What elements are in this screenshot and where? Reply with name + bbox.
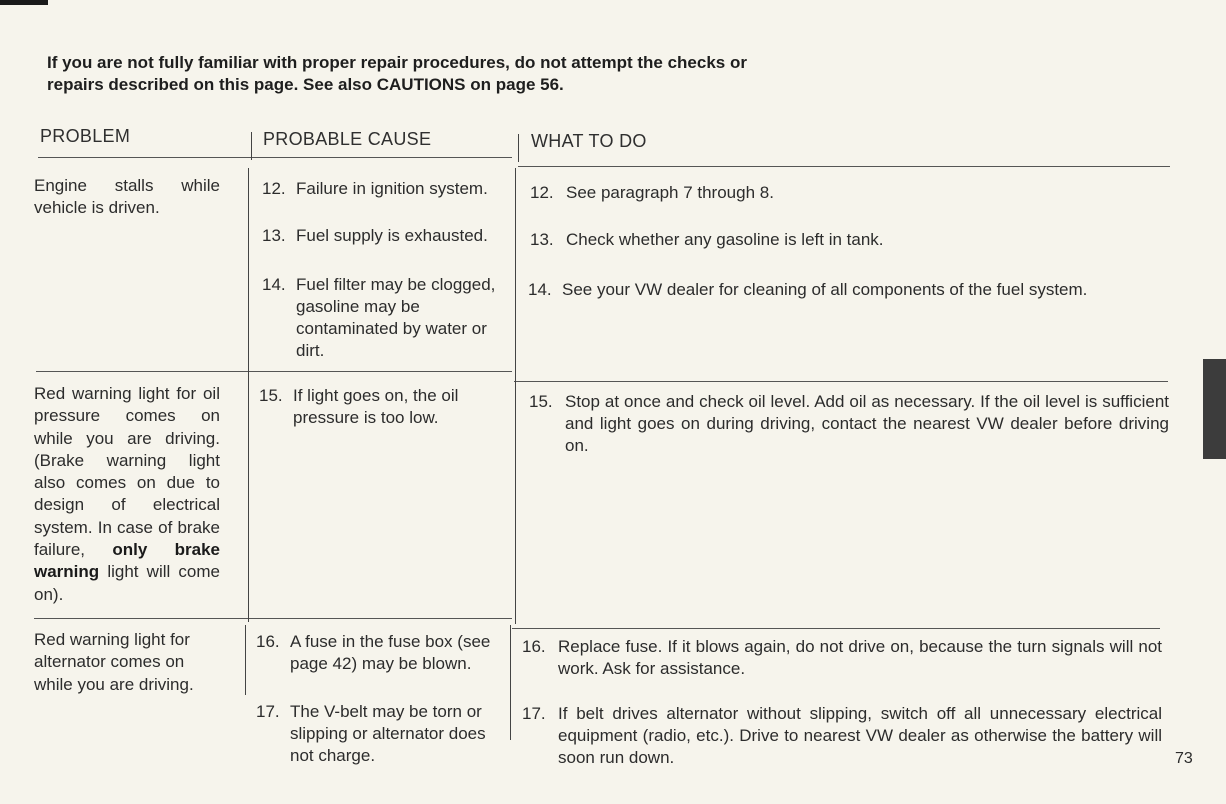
cause-text: Fuel supply is exhausted. [296, 226, 488, 245]
header-rule-right [518, 166, 1170, 167]
cause-number: 17. [256, 702, 280, 721]
action-item-16 [522, 636, 1162, 680]
cause-item-15 [259, 385, 499, 429]
caution-notice: If you are not fully familiar with proper repair procedures, do not attempt the checks or repairs described on this page. See also CAUTIONS on page 56. [47, 53, 747, 94]
cause-text: Fuel filter may be clogged, gasoline may be contaminated by water or dirt. [296, 275, 496, 360]
cause-number: 16. [256, 632, 280, 651]
cause-text: The V-belt may be torn or slipping or alternator does not charge. [290, 702, 486, 765]
action-number: 16. [522, 637, 546, 656]
row-divider-1-left [36, 371, 512, 372]
problem-alternator-light: Red warning light for alternator comes on while you are driving. [34, 630, 194, 694]
cause-item-13 [262, 225, 500, 247]
action-text: Stop at once and check oil level. Add oil as necessary. If the oil level is sufficient and light goes on during driving, contact the nearest VW dealer before driving on. [565, 392, 1169, 455]
problem-tail-text: light will come on). [34, 562, 220, 604]
cause-item-12 [262, 178, 500, 200]
row-divider-2-right [512, 628, 1160, 629]
problem-text: Red warning light for oil pressure comes on while you are driving. (Brake warning light also comes on due to design of electrical system. In case of brake failure, [34, 384, 220, 560]
cause-number: 15. [259, 386, 283, 405]
action-number: 12. [530, 183, 554, 202]
action-item-15 [529, 391, 1169, 457]
cause-item-17 [256, 701, 500, 767]
action-number: 15. [529, 392, 553, 411]
problem-oil-pressure-light [34, 383, 220, 606]
cause-item-14 [262, 274, 500, 362]
column-header-problem: PROBLEM [40, 126, 131, 146]
action-number: 14. [528, 280, 552, 299]
action-text: See your VW dealer for cleaning of all components of the fuel system. [562, 280, 1088, 299]
page-tab-marker [1203, 359, 1226, 459]
header-divider-2 [518, 134, 519, 162]
action-item-14 [528, 279, 1173, 301]
row-divider-1-right [514, 381, 1168, 382]
action-item-17 [522, 703, 1162, 769]
column-divider-1-lower [245, 625, 246, 695]
cause-text: A fuse in the fuse box (see page 42) may be blown. [290, 632, 491, 673]
action-number: 13. [530, 230, 554, 249]
column-divider-2-lower [510, 625, 511, 740]
cause-number: 12. [262, 179, 286, 198]
cause-number: 13. [262, 226, 286, 245]
action-text: Check whether any gasoline is left in tank. [566, 230, 884, 249]
cause-text: Failure in ignition system. [296, 179, 488, 198]
action-text: See paragraph 7 through 8. [566, 183, 774, 202]
cause-number: 14. [262, 275, 286, 294]
problem-bold-text: only brake warning [34, 540, 220, 582]
action-text: If belt drives alternator without slipping, switch off all unnecessary electrical equipment (radio, etc.). Drive to nearest VW dealer as otherwise the battery will soon run down. [558, 704, 1162, 767]
problem-engine-stalls: Engine stalls while vehicle is driven. [34, 176, 220, 218]
cause-item-16 [256, 631, 500, 675]
page-number: 73 [1175, 750, 1193, 767]
action-item-12 [530, 182, 1170, 204]
corner-mark [0, 0, 48, 5]
cause-text: If light goes on, the oil pressure is too low. [293, 386, 459, 427]
column-divider-1 [248, 168, 249, 622]
column-header-probable-cause: PROBABLE CAUSE [263, 129, 432, 149]
header-divider-1 [251, 132, 252, 160]
row-divider-2-left [34, 618, 512, 619]
column-header-what-to-do: WHAT TO DO [531, 131, 647, 151]
header-rule-left [38, 157, 512, 158]
action-text: Replace fuse. If it blows again, do not drive on, because the turn signals will not work. Ask for assistance. [558, 637, 1162, 678]
action-number: 17. [522, 704, 546, 723]
column-divider-2 [515, 168, 516, 624]
action-item-13 [530, 229, 1170, 251]
